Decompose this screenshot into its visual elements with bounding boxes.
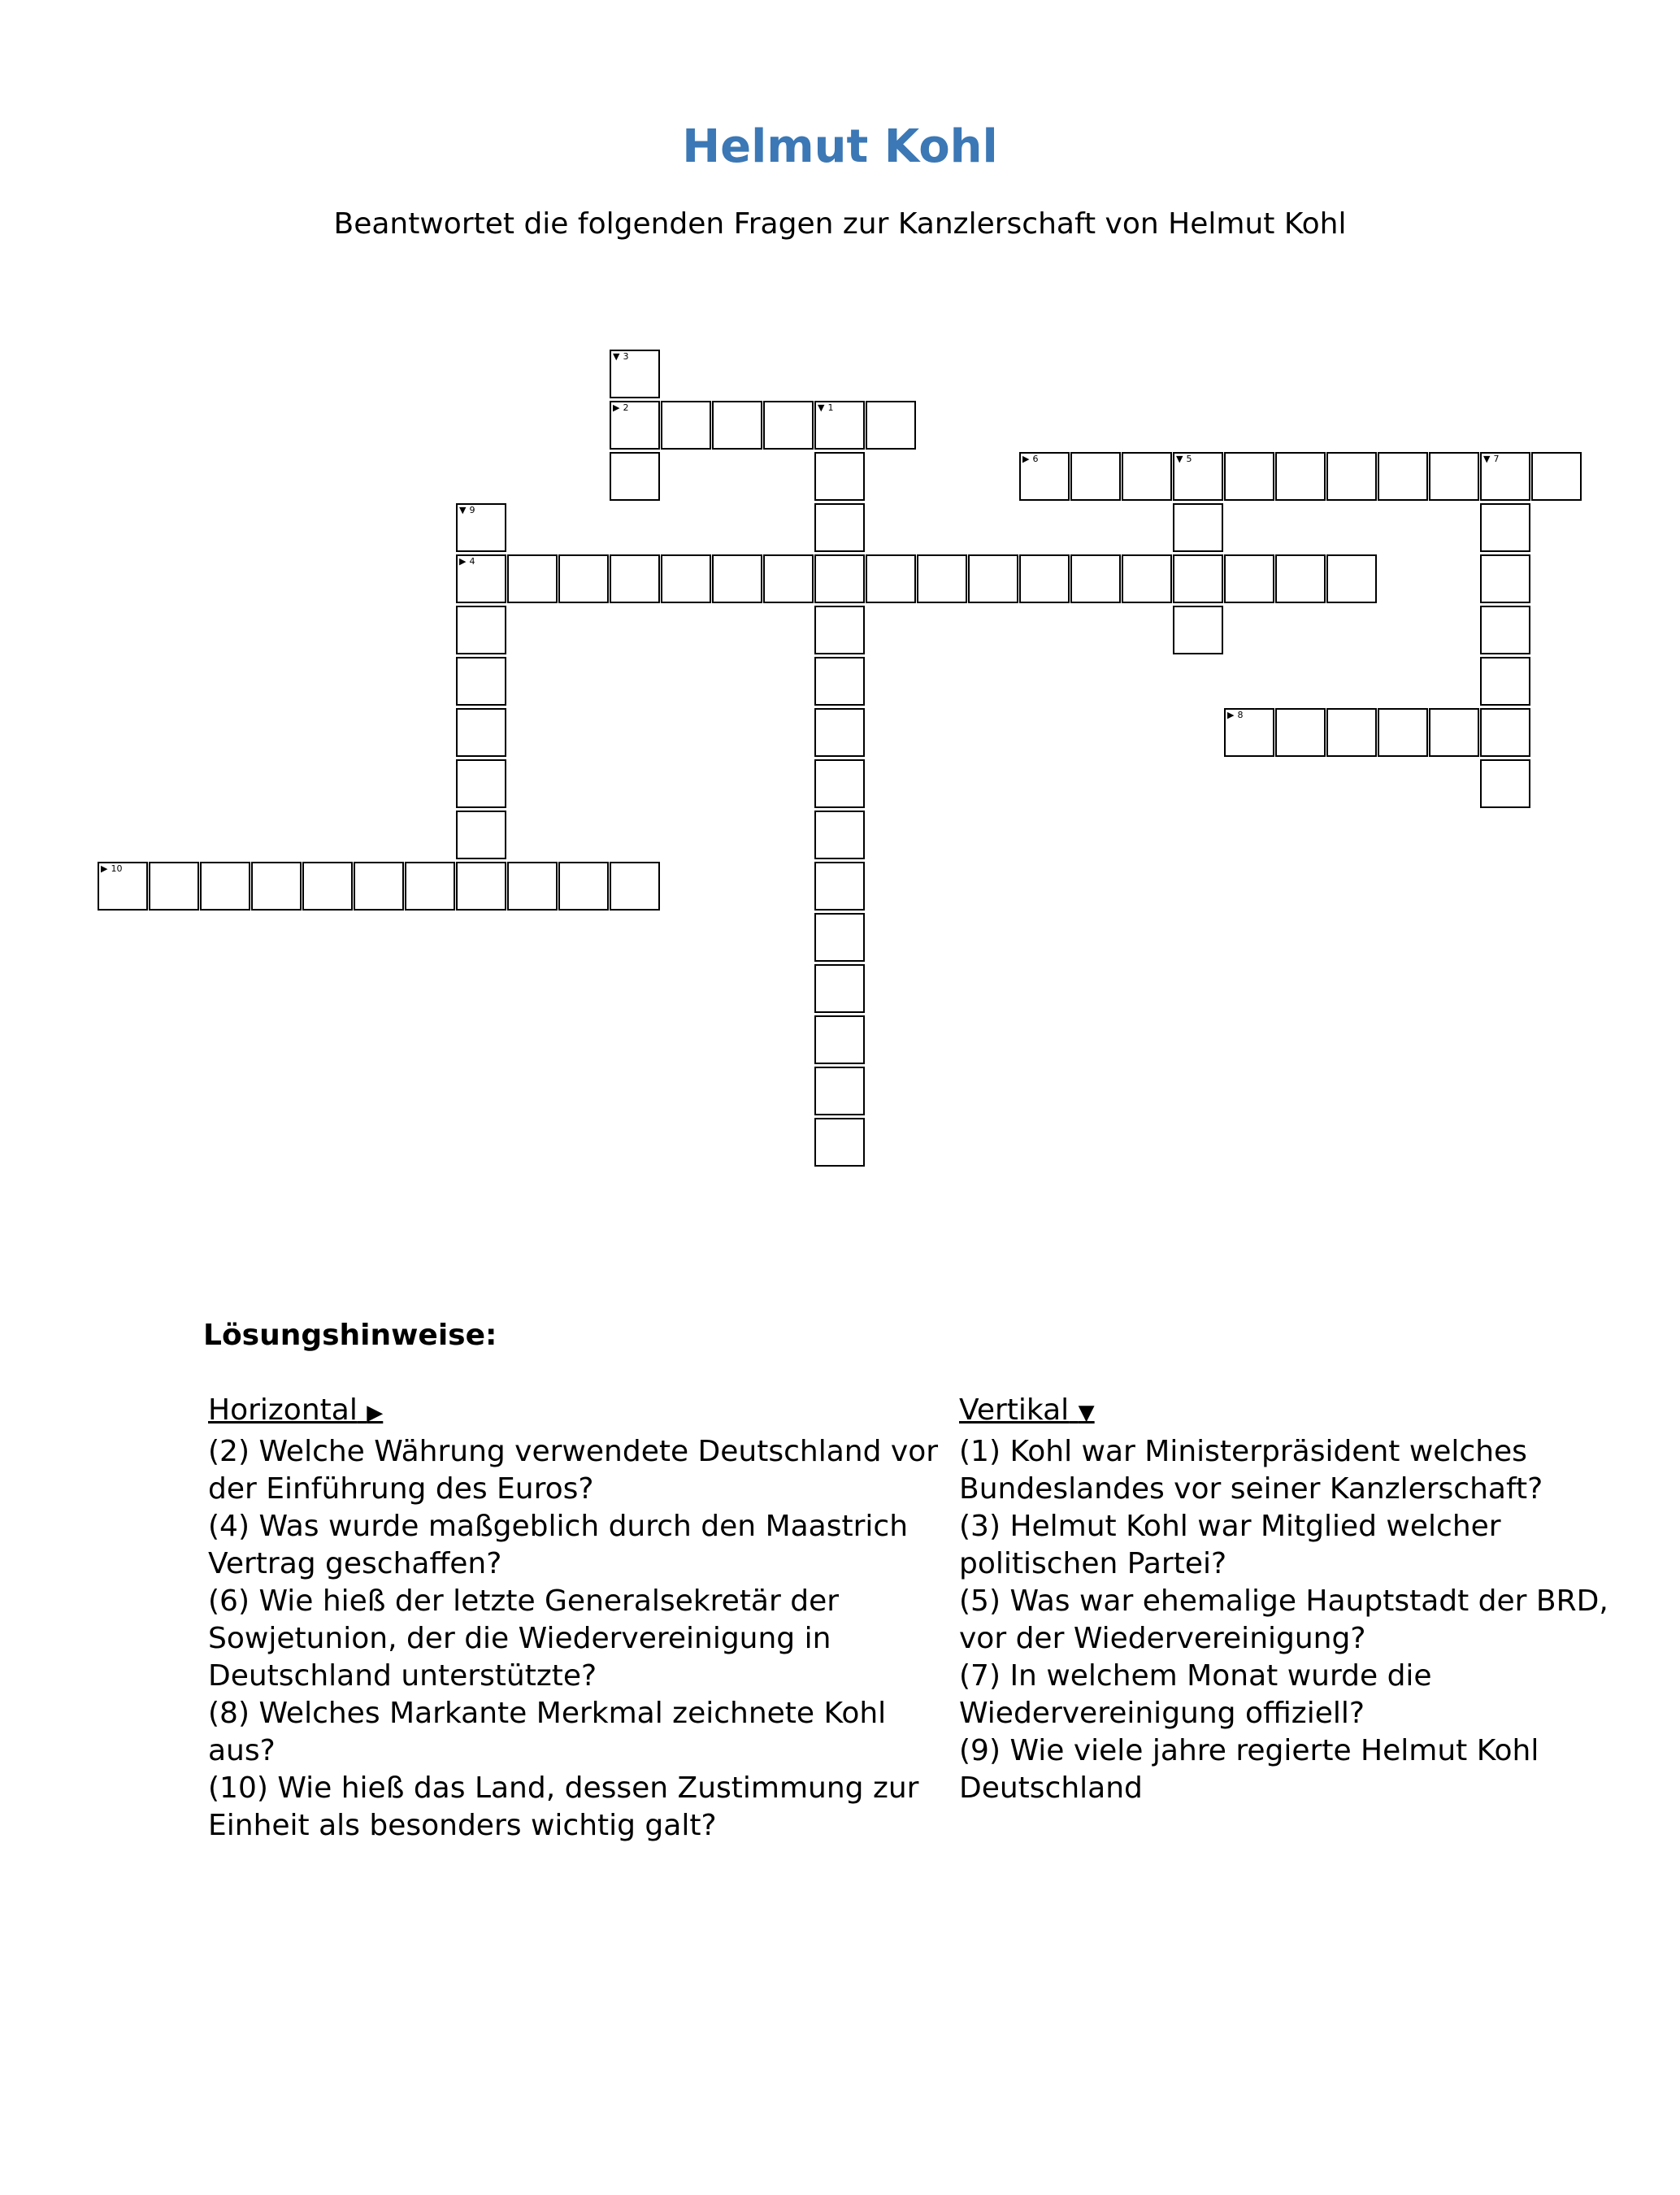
crossword-cell[interactable] xyxy=(814,811,865,859)
crossword-cell[interactable] xyxy=(814,708,865,757)
crossword-cell[interactable] xyxy=(1480,657,1530,706)
clue-number-label: 2 xyxy=(623,402,629,413)
crossword-cell[interactable] xyxy=(1326,708,1377,757)
crossword-cell[interactable] xyxy=(814,554,865,603)
clue-number-4 xyxy=(459,557,475,567)
crossword-cell[interactable] xyxy=(405,862,455,911)
crossword-cell[interactable] xyxy=(814,606,865,654)
right-arrow-icon: ▶ xyxy=(459,556,467,567)
crossword-cell[interactable] xyxy=(1173,606,1223,654)
clue-number-label: 5 xyxy=(1186,454,1192,464)
vertikal-clues-column xyxy=(959,1392,1626,1807)
crossword-cell[interactable] xyxy=(814,913,865,962)
clue-number-label: 9 xyxy=(469,505,475,515)
page-subtitle: Beantwortet die folgenden Fragen zur Kanzlerschaft von Helmut Kohl xyxy=(333,207,1347,241)
clue-vertikal-3: (3) Helmut Kohl war Mitglied welcher politischen Partei? xyxy=(959,1510,1501,1580)
crossword-cell[interactable] xyxy=(1019,452,1070,501)
crossword-cell[interactable] xyxy=(1275,452,1326,501)
down-arrow-icon: ▼ xyxy=(613,351,620,362)
crossword-cell[interactable] xyxy=(1480,554,1530,603)
crossword-cell[interactable] xyxy=(1173,503,1223,552)
crossword-cell[interactable] xyxy=(1173,452,1223,501)
clue-vertikal-5: (5) Was war ehemalige Hauptstadt der BRD, vor der Wiedervereinigung? xyxy=(959,1584,1608,1655)
crossword-cell[interactable] xyxy=(1480,452,1530,501)
vertikal-heading xyxy=(959,1392,1626,1432)
clue-number-8 xyxy=(1227,711,1243,720)
clue-vertikal-7: (7) In welchem Monat wurde die Wiedervereinigung offiziell? xyxy=(959,1659,1432,1730)
crossword-cell[interactable] xyxy=(763,401,814,450)
right-arrow-icon: ▶ xyxy=(101,863,108,874)
crossword-cell[interactable] xyxy=(814,503,865,552)
crossword-cell[interactable] xyxy=(456,657,506,706)
crossword-cell[interactable] xyxy=(661,554,711,603)
crossword-cell[interactable] xyxy=(866,554,916,603)
clue-number-label: 4 xyxy=(469,556,475,567)
clue-number-7 xyxy=(1483,454,1499,464)
clue-number-6 xyxy=(1022,454,1038,464)
crossword-cell[interactable] xyxy=(1480,759,1530,808)
crossword-cell[interactable] xyxy=(558,862,609,911)
crossword-cell[interactable] xyxy=(1480,708,1530,757)
crossword-cell[interactable] xyxy=(610,350,660,398)
clue-horizontal-4: (4) Was wurde maßgeblich durch den Maastrich Vertrag geschaffen? xyxy=(208,1510,909,1580)
crossword-cell[interactable] xyxy=(763,554,814,603)
crossword-cell[interactable] xyxy=(1531,452,1582,501)
crossword-cell[interactable] xyxy=(456,708,506,757)
page-title: Helmut Kohl xyxy=(682,120,998,173)
clue-number-10 xyxy=(101,864,122,874)
crossword-cell[interactable] xyxy=(1480,606,1530,654)
clue-number-label: 3 xyxy=(623,351,629,362)
clue-number-label: 6 xyxy=(1032,454,1039,464)
crossword-cell[interactable] xyxy=(968,554,1018,603)
hints-heading: Lösungshinweise: xyxy=(203,1319,497,1352)
crossword-cell[interactable] xyxy=(354,862,404,911)
down-arrow-icon: ▼ xyxy=(459,505,467,515)
horizontal-heading xyxy=(208,1392,940,1432)
crossword-cell[interactable] xyxy=(814,1118,865,1167)
crossword-cell[interactable] xyxy=(610,554,660,603)
crossword-cell[interactable] xyxy=(1480,503,1530,552)
crossword-cell[interactable] xyxy=(1275,708,1326,757)
crossword-cell[interactable] xyxy=(814,862,865,911)
crossword-cell[interactable] xyxy=(1019,554,1070,603)
crossword-cell[interactable] xyxy=(1224,708,1274,757)
crossword-cell[interactable] xyxy=(712,554,762,603)
crossword-cell[interactable] xyxy=(1173,554,1223,603)
crossword-cell[interactable] xyxy=(456,811,506,859)
clue-vertikal-1: (1) Kohl war Ministerpräsident welches Bundeslandes vor seiner Kanzlerschaft? xyxy=(959,1435,1543,1506)
crossword-cell[interactable] xyxy=(814,964,865,1013)
crossword-cell[interactable] xyxy=(1378,452,1428,501)
clue-number-5 xyxy=(1176,454,1192,464)
crossword-cell[interactable] xyxy=(917,554,967,603)
crossword-cell[interactable] xyxy=(456,606,506,654)
clue-number-1 xyxy=(818,403,833,413)
crossword-cell[interactable] xyxy=(1326,554,1377,603)
crossword-cell[interactable] xyxy=(814,657,865,706)
horizontal-clues-column xyxy=(208,1392,940,1845)
crossword-cell[interactable] xyxy=(814,401,865,450)
crossword-cell[interactable] xyxy=(456,862,506,911)
crossword-cell[interactable] xyxy=(456,554,506,603)
crossword-cell[interactable] xyxy=(98,862,148,911)
horizontal-label: Horizontal xyxy=(208,1393,358,1427)
clue-horizontal-10: (10) Wie hieß das Land, dessen Zustimmung zur Einheit als besonders wichtig galt? xyxy=(208,1771,919,1842)
clue-number-label: 7 xyxy=(1493,454,1500,464)
clue-horizontal-2: (2) Welche Währung verwendete Deutschland vor der Einführung des Euros? xyxy=(208,1435,939,1506)
clue-vertikal-9: (9) Wie viele jahre regierte Helmut Kohl Deutschland xyxy=(959,1734,1539,1805)
crossword-cell[interactable] xyxy=(251,862,302,911)
crossword-cell[interactable] xyxy=(302,862,353,911)
right-arrow-icon: ▶ xyxy=(613,402,620,413)
crossword-cell[interactable] xyxy=(1070,452,1121,501)
crossword-cell[interactable] xyxy=(814,1015,865,1064)
crossword-cell[interactable] xyxy=(1070,554,1121,603)
crossword-cell[interactable] xyxy=(610,862,660,911)
clue-number-label: 8 xyxy=(1237,710,1244,720)
clue-number-3 xyxy=(613,352,628,362)
crossword-cell[interactable] xyxy=(814,452,865,501)
crossword-cell[interactable] xyxy=(1429,452,1479,501)
clue-number-2 xyxy=(613,403,628,413)
crossword-cell[interactable] xyxy=(814,1067,865,1115)
clue-horizontal-6: (6) Wie hieß der letzte Generalsekretär der Sowjetunion, der die Wiedervereinigung in Deutschland unterstützte? xyxy=(208,1584,840,1693)
crossword-cell[interactable] xyxy=(558,554,609,603)
crossword-cell[interactable] xyxy=(456,503,506,552)
crossword-cell[interactable] xyxy=(1122,554,1172,603)
crossword-cell[interactable] xyxy=(1224,452,1274,501)
crossword-cell[interactable] xyxy=(661,401,711,450)
vertikal-label: Vertikal xyxy=(959,1393,1070,1427)
crossword-cell[interactable] xyxy=(149,862,199,911)
crossword-cell[interactable] xyxy=(1429,708,1479,757)
crossword-cell[interactable] xyxy=(610,452,660,501)
crossword-cell[interactable] xyxy=(1122,452,1172,501)
down-arrow-icon: ▼ xyxy=(1176,454,1183,464)
crossword-cell[interactable] xyxy=(866,401,916,450)
crossword-cell[interactable] xyxy=(456,759,506,808)
crossword-cell[interactable] xyxy=(1224,554,1274,603)
crossword-cell[interactable] xyxy=(1378,708,1428,757)
right-arrow-icon: ▶ xyxy=(1227,710,1235,720)
crossword-cell[interactable] xyxy=(1326,452,1377,501)
clue-number-label: 10 xyxy=(111,863,123,874)
crossword-cell[interactable] xyxy=(712,401,762,450)
right-arrow-icon: ▶ xyxy=(1022,454,1030,464)
clue-number-label: 1 xyxy=(827,402,834,413)
crossword-cell[interactable] xyxy=(507,862,558,911)
clue-number-9 xyxy=(459,506,475,515)
crossword-cell[interactable] xyxy=(1275,554,1326,603)
crossword-cell[interactable] xyxy=(507,554,558,603)
down-arrow-icon: ▼ xyxy=(818,402,825,413)
clue-horizontal-8: (8) Welches Markante Merkmal zeichnete Kohl aus? xyxy=(208,1697,887,1767)
crossword-cell[interactable] xyxy=(200,862,250,911)
crossword-cell[interactable] xyxy=(814,759,865,808)
down-arrow-icon: ▼ xyxy=(1483,454,1491,464)
right-arrow-icon: ▶ xyxy=(367,1401,384,1425)
crossword-cell[interactable] xyxy=(610,401,660,450)
down-arrow-icon: ▼ xyxy=(1078,1401,1095,1425)
